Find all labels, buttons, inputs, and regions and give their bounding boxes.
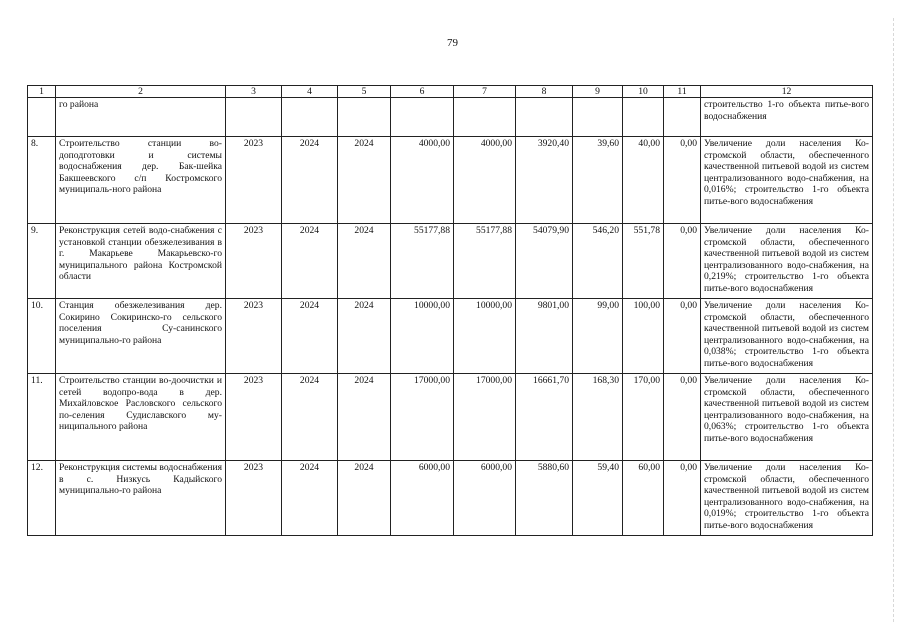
value-col6: 6000,00 xyxy=(391,461,454,536)
value-col6: 55177,88 xyxy=(391,224,454,299)
value-col6: 4000,00 xyxy=(391,137,454,224)
project-result: Увеличение доли населения Ко-стромской области, обеспеченного качественной питьевой водой из систем централизованного водо-снабжения, на 0,038%; строительство 1-го объекта питье-вого водоснабжения xyxy=(701,299,873,374)
year-start: 2023 xyxy=(226,137,282,224)
value-col8: 5880,60 xyxy=(516,461,573,536)
empty-cell xyxy=(282,98,338,137)
header-cell: 12 xyxy=(701,86,873,98)
project-name: Реконструкция сетей водо-снабжения с установкой станции обезжелезивания в г. Макарьеве Макарьевско-го муниципального района Костромской области xyxy=(56,224,226,299)
value-col11: 0,00 xyxy=(664,374,701,461)
empty-cell xyxy=(454,98,516,137)
value-col9: 546,20 xyxy=(573,224,623,299)
value-col6: 17000,00 xyxy=(391,374,454,461)
project-result: строительство 1-го объекта питье-вого водоснабжения xyxy=(701,98,873,137)
projects-table xyxy=(27,85,873,536)
empty-cell xyxy=(338,98,391,137)
project-result: Увеличение доли населения Ко-стромской области, обеспеченного качественной питьевой водой из систем централизованного водо-снабжения, на 0,063%; строительство 1-го объекта питье-вого водоснабжения xyxy=(701,374,873,461)
scan-edge-line xyxy=(893,18,895,622)
year-start: 2023 xyxy=(226,299,282,374)
year-col4: 2024 xyxy=(282,224,338,299)
value-col7: 17000,00 xyxy=(454,374,516,461)
header-row xyxy=(28,86,873,98)
value-col8: 9801,00 xyxy=(516,299,573,374)
table-row xyxy=(28,224,873,299)
header-cell: 2 xyxy=(56,86,226,98)
header-cell: 9 xyxy=(573,86,623,98)
project-name: го района xyxy=(56,98,226,137)
header-cell: 3 xyxy=(226,86,282,98)
project-result: Увеличение доли населения Ко-стромской области, обеспеченного качественной питьевой водой из систем централизованного водо-снабжения, на 0,219%; строительство 1-го объекта питье-вого водоснабжения xyxy=(701,224,873,299)
row-number: 8. xyxy=(28,137,56,224)
project-name: Реконструкция системы водоснабжения в с. Низкусь Кадыйского муниципально-го района xyxy=(56,461,226,536)
value-col10: 60,00 xyxy=(623,461,664,536)
row-number: 10. xyxy=(28,299,56,374)
value-col8: 16661,70 xyxy=(516,374,573,461)
project-result: Увеличение доли населения Ко-стромской области, обеспеченного качественной питьевой водой из систем централизованного водо-снабжения, на 0,016%; строительство 1-го объекта питье-вого водоснабжения xyxy=(701,137,873,224)
year-start: 2023 xyxy=(226,461,282,536)
empty-cell xyxy=(226,98,282,137)
header-cell: 4 xyxy=(282,86,338,98)
value-col8: 54079,90 xyxy=(516,224,573,299)
table-row xyxy=(28,374,873,461)
header-cell: 10 xyxy=(623,86,664,98)
year-start: 2023 xyxy=(226,374,282,461)
header-cell: 11 xyxy=(664,86,701,98)
year-col4: 2024 xyxy=(282,299,338,374)
empty-cell xyxy=(391,98,454,137)
header-cell: 7 xyxy=(454,86,516,98)
project-name: Строительство станции во-доочистки и сетей водопро-вода в дер. Михайловское Расловского сельского по-селения Судиславского му-ниципального района xyxy=(56,374,226,461)
page-number: 79 xyxy=(447,37,458,49)
value-col10: 100,00 xyxy=(623,299,664,374)
value-col7: 6000,00 xyxy=(454,461,516,536)
empty-cell xyxy=(573,98,623,137)
value-col9: 39,60 xyxy=(573,137,623,224)
value-col11: 0,00 xyxy=(664,299,701,374)
value-col7: 55177,88 xyxy=(454,224,516,299)
year-col5: 2024 xyxy=(338,137,391,224)
value-col10: 551,78 xyxy=(623,224,664,299)
value-col11: 0,00 xyxy=(664,224,701,299)
table-row xyxy=(28,299,873,374)
row-number: 11. xyxy=(28,374,56,461)
empty-cell xyxy=(516,98,573,137)
value-col8: 3920,40 xyxy=(516,137,573,224)
value-col11: 0,00 xyxy=(664,137,701,224)
table-row xyxy=(28,137,873,224)
year-col5: 2024 xyxy=(338,461,391,536)
year-col4: 2024 xyxy=(282,374,338,461)
table-row xyxy=(28,461,873,536)
continuation-row xyxy=(28,98,873,137)
year-col5: 2024 xyxy=(338,224,391,299)
year-col4: 2024 xyxy=(282,137,338,224)
row-number: 9. xyxy=(28,224,56,299)
year-col5: 2024 xyxy=(338,374,391,461)
year-col5: 2024 xyxy=(338,299,391,374)
header-cell: 1 xyxy=(28,86,56,98)
project-name: Станция обезжелезивания дер. Сокирино Сокиринско-го сельского поселения Су-санинского муниципально-го района xyxy=(56,299,226,374)
project-result: Увеличение доли населения Ко-стромской области, обеспеченного качественной питьевой водой из систем централизованного водо-снабжения, на 0,019%; строительство 1-го объекта питье-вого водоснабжения xyxy=(701,461,873,536)
value-col7: 4000,00 xyxy=(454,137,516,224)
empty-cell xyxy=(623,98,664,137)
header-cell: 8 xyxy=(516,86,573,98)
header-cell: 6 xyxy=(391,86,454,98)
project-name: Строительство станции во-доподготовки и системы водоснабжения дер. Бак-шейка Бакшеевского с/п Костромского муниципаль-ного района xyxy=(56,137,226,224)
value-col10: 40,00 xyxy=(623,137,664,224)
value-col9: 59,40 xyxy=(573,461,623,536)
year-start: 2023 xyxy=(226,224,282,299)
value-col11: 0,00 xyxy=(664,461,701,536)
row-number: 12. xyxy=(28,461,56,536)
value-col9: 99,00 xyxy=(573,299,623,374)
year-col4: 2024 xyxy=(282,461,338,536)
header-cell: 5 xyxy=(338,86,391,98)
value-col9: 168,30 xyxy=(573,374,623,461)
value-col7: 10000,00 xyxy=(454,299,516,374)
value-col10: 170,00 xyxy=(623,374,664,461)
empty-cell xyxy=(28,98,56,137)
value-col6: 10000,00 xyxy=(391,299,454,374)
empty-cell xyxy=(664,98,701,137)
